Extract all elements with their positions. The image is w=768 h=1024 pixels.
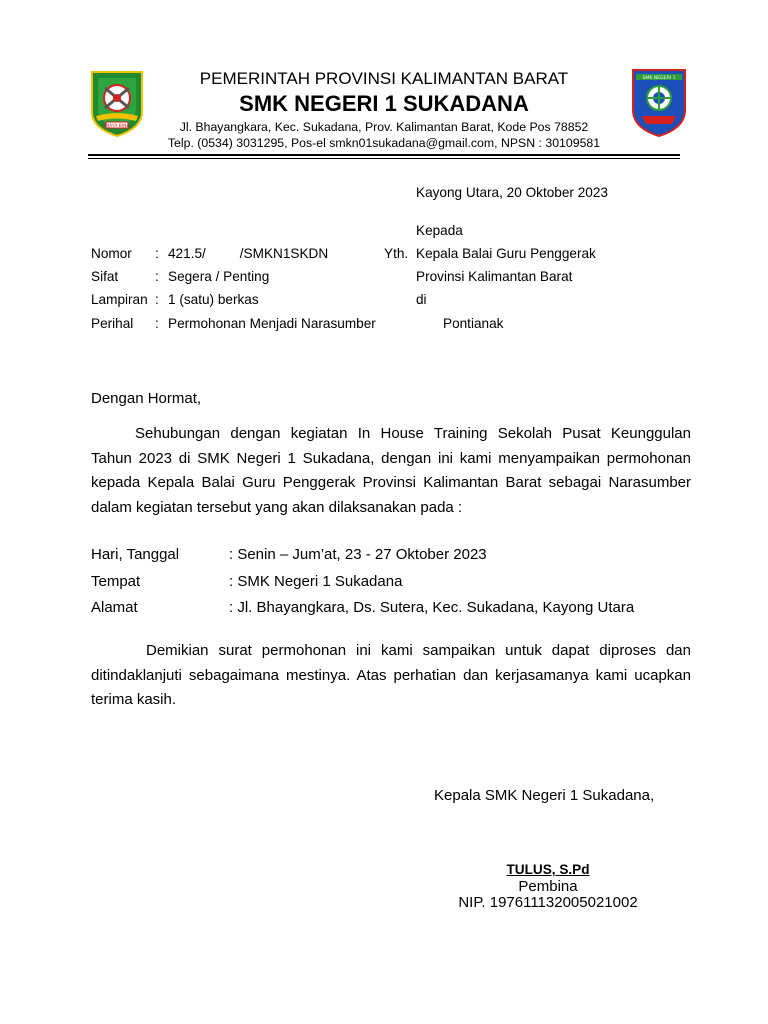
closing-line: Demikian surat permohonan ini kami sampaikan untuk dapat diproses dan: [146, 642, 691, 659]
body-paragraph: [91, 422, 691, 520]
left-logo-motto: DJAYA BINA: [104, 124, 130, 129]
body-line: kepada Kepala Balai Guru Penggerak Provinsi Kalimantan Barat sebagai Narasumber: [91, 474, 691, 491]
body-line: dalam kegiatan tersebut yang akan dilaksanakan pada :: [91, 498, 463, 516]
recipient-line3: di: [416, 292, 427, 307]
detail-row-date: [91, 546, 691, 566]
recipient-line1: Kepala Balai Guru Penggerak: [416, 246, 596, 261]
right-logo-text: SMK NEGERI 1: [642, 76, 676, 81]
salutation: Dengan Hormat,: [91, 390, 202, 407]
recipient-to-label: Kepada: [416, 223, 463, 238]
meta-value: 421.5/ /SMKN1SKDN: [168, 246, 329, 261]
meta-value: Permohonan Menjadi Narasumber: [168, 316, 376, 331]
meta-row-lampiran: [91, 292, 691, 310]
body-line: Sehubungan dengan kegiatan In House Training Sekolah Pusat Keunggulan: [135, 425, 691, 442]
meta-row-sifat: [91, 269, 691, 287]
letterhead-divider: [88, 154, 680, 156]
recipient-yth: Yth.: [384, 246, 409, 261]
school-emblem-logo: [630, 66, 688, 138]
school-address: Jl. Bhayangkara, Kec. Sukadana, Prov. Kalimantan Barat, Kode Pos 78852: [179, 120, 589, 134]
meta-colon: :: [155, 246, 159, 261]
recipient-line4: Pontianak: [443, 316, 504, 331]
meta-colon: :: [155, 269, 159, 284]
meta-row-nomor: [91, 246, 691, 264]
meta-label: Lampiran: [91, 292, 148, 307]
meta-row-perihal: [91, 316, 691, 334]
signatory-rank: Pembina: [518, 878, 578, 895]
meta-value: Segera / Penting: [168, 269, 270, 284]
signatory-name: TULUS, S.Pd: [506, 862, 590, 877]
school-contact: Telp. (0534) 3031295, Pos-el smkn01sukadana@gmail.com, NPSN : 30109581: [167, 136, 601, 150]
detail-value: : Senin – Jum’at, 23 - 27 Oktober 2023: [229, 546, 487, 563]
signatory-nip: NIP. 197611132005021002: [458, 894, 638, 911]
detail-label: Hari, Tanggal: [91, 546, 180, 563]
detail-value: : Jl. Bhayangkara, Ds. Sutera, Kec. Sukadana, Kayong Utara: [229, 599, 635, 616]
detail-label: Alamat: [91, 599, 138, 616]
meta-label: Sifat: [91, 269, 119, 284]
detail-label: Tempat: [91, 573, 141, 590]
government-name: PEMERINTAH PROVINSI KALIMANTAN BARAT: [199, 69, 569, 88]
school-emblem-icon: [630, 66, 688, 138]
place-date: Kayong Utara, 20 Oktober 2023: [416, 185, 608, 200]
signatory-position: Kepala SMK Negeri 1 Sukadana,: [434, 787, 655, 804]
closing-line: terima kasih.: [91, 691, 177, 708]
school-name: SMK NEGERI 1 SUKADANA: [239, 91, 529, 116]
detail-row-address: [91, 599, 691, 619]
body-line: Tahun 2023 di SMK Negeri 1 Sukadana, dengan ini kami menyampaikan permohonan: [91, 449, 691, 467]
province-emblem-logo: [88, 66, 146, 138]
detail-row-place: [91, 573, 691, 593]
meta-label: Nomor: [91, 246, 132, 261]
meta-value: 1 (satu) berkas: [168, 292, 259, 307]
letterhead-divider-thin: [88, 158, 680, 159]
meta-colon: :: [155, 316, 159, 331]
meta-label: Perihal: [91, 316, 134, 331]
detail-value: : SMK Negeri 1 Sukadana: [229, 573, 403, 590]
closing-line: ditindaklanjuti sebagaimana mestinya. Atas perhatian dan kerjasamanya kami ucapkan: [91, 666, 691, 684]
meta-colon: :: [155, 292, 159, 307]
recipient-line2: Provinsi Kalimantan Barat: [416, 269, 573, 284]
kalbar-province-emblem-icon: [88, 66, 146, 138]
closing-paragraph: [91, 639, 691, 713]
